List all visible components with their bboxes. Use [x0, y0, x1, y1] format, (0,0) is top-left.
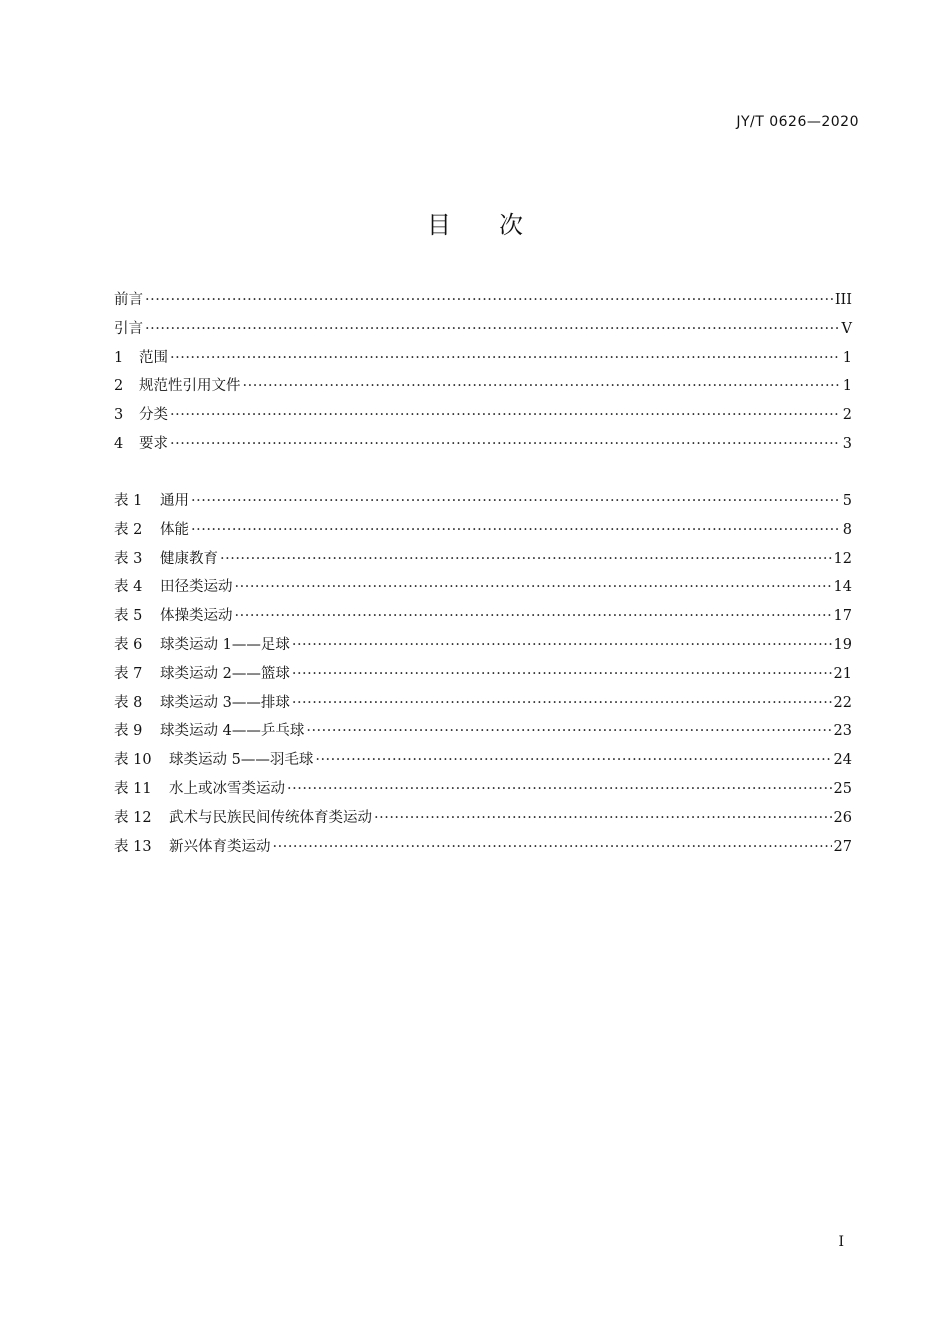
- toc-entry-page: 14: [833, 579, 852, 596]
- leader-dots: [243, 378, 841, 394]
- toc-entry-table[interactable]: [114, 748, 852, 777]
- toc-entry-table[interactable]: [114, 835, 852, 864]
- leader-dots: [235, 608, 832, 624]
- toc-entry-label: 新兴体育类运动: [169, 838, 271, 855]
- toc-entry-page: 21: [833, 665, 852, 682]
- toc-entry-table[interactable]: [114, 489, 852, 518]
- toc-sections: [114, 288, 852, 461]
- toc-entry-label: 球类运动 1——足球: [160, 636, 290, 653]
- toc-entry-page: 1: [842, 349, 852, 366]
- toc-entry-table[interactable]: [114, 604, 852, 633]
- toc-entry-label: 规范性引用文件: [139, 378, 241, 395]
- toc-entry-label: 田径类运动: [160, 579, 233, 596]
- toc-entry-page: 25: [833, 780, 852, 797]
- toc-entry-page: 17: [833, 608, 852, 625]
- toc-entry-page: 8: [842, 521, 852, 538]
- toc-entry-page: 23: [833, 723, 852, 740]
- toc-entry-label: 体能: [160, 521, 189, 538]
- toc-entry-table[interactable]: [114, 719, 852, 748]
- leader-dots: [292, 695, 832, 711]
- toc-entry-scope[interactable]: [114, 346, 852, 375]
- leader-dots: [170, 407, 840, 423]
- toc-entry-number: 表 10: [114, 752, 152, 769]
- document-code: JY/T 0626—2020: [736, 114, 859, 130]
- toc-entry-table[interactable]: [114, 518, 852, 547]
- toc-entry-page: 12: [833, 550, 852, 567]
- toc-entry-number: 4: [114, 435, 124, 452]
- toc-entry-label: 球类运动 5——羽毛球: [169, 752, 314, 769]
- toc-entry-number: 表 3: [114, 550, 143, 567]
- toc-entry-number: 3: [114, 407, 124, 424]
- title-char: 次: [499, 211, 523, 239]
- toc-entry-number: 表 12: [114, 809, 152, 826]
- toc-entry-number: 表 11: [114, 780, 152, 797]
- toc-entry-number: 2: [114, 378, 124, 395]
- leader-dots: [374, 810, 832, 826]
- toc-entry-page: III: [834, 292, 852, 308]
- toc-entry-number: 表 13: [114, 838, 152, 855]
- toc-entry-label: 前言: [114, 292, 143, 308]
- leader-dots: [170, 350, 840, 366]
- toc-entry-page: 5: [842, 493, 852, 509]
- leader-dots: [315, 752, 831, 768]
- leader-dots: [145, 292, 833, 308]
- toc-entry-label: 范围: [139, 349, 168, 366]
- toc-entry-normative-references[interactable]: [114, 374, 852, 403]
- toc-entry-number: 1: [114, 349, 124, 366]
- toc-entry-number: 表 7: [114, 665, 143, 682]
- toc-entry-label: 健康教育: [160, 550, 218, 567]
- leader-dots: [191, 493, 840, 509]
- toc-entry-label: 通用: [160, 493, 189, 509]
- toc-entry-label: 体操类运动: [160, 608, 233, 625]
- leader-dots: [287, 781, 832, 797]
- toc-entry-table[interactable]: [114, 777, 852, 806]
- toc-entry-label: 要求: [139, 435, 168, 452]
- toc-entry-number: 表 1: [114, 493, 143, 509]
- toc-tables: [114, 489, 852, 863]
- toc-entry-table[interactable]: [114, 575, 852, 604]
- toc-entry-table[interactable]: [114, 633, 852, 662]
- toc-entry-number: 表 2: [114, 521, 143, 538]
- toc-entry-introduction[interactable]: [114, 317, 852, 346]
- toc-entry-table[interactable]: [114, 806, 852, 835]
- toc-entry-label: 引言: [114, 320, 143, 337]
- toc-entry-page: V: [841, 320, 852, 337]
- toc-entry-label: 武术与民族民间传统体育类运动: [169, 809, 372, 826]
- leader-dots: [145, 321, 840, 337]
- toc-entry-label: 球类运动 3——排球: [160, 694, 290, 711]
- toc-entry-page: 3: [842, 435, 852, 452]
- toc-entry-label: 水上或冰雪类运动: [169, 780, 285, 797]
- toc-entry-label: 分类: [139, 407, 168, 424]
- page-number: I: [838, 1234, 844, 1250]
- toc-entry-page: 19: [833, 636, 852, 653]
- leader-dots: [273, 839, 832, 855]
- page-title: [0, 205, 950, 240]
- leader-dots: [292, 666, 832, 682]
- leader-dots: [191, 522, 840, 538]
- toc-entry-classification[interactable]: [114, 403, 852, 432]
- toc-entry-label: 球类运动 2——篮球: [160, 665, 290, 682]
- toc-entry-number: 表 9: [114, 723, 143, 740]
- leader-dots: [235, 579, 832, 595]
- leader-dots: [306, 723, 831, 739]
- toc-entry-number: 表 6: [114, 636, 143, 653]
- toc-entry-page: 22: [833, 694, 852, 711]
- leader-dots: [292, 637, 832, 653]
- toc-entry-table[interactable]: [114, 691, 852, 720]
- title-char: 目: [427, 211, 451, 239]
- toc-entry-number: 表 5: [114, 608, 143, 625]
- toc-entry-table[interactable]: [114, 662, 852, 691]
- toc-entry-number: 表 4: [114, 579, 143, 596]
- toc-entry-label: 球类运动 4——乒乓球: [160, 723, 305, 740]
- toc-entry-page: 27: [833, 838, 852, 855]
- toc-entry-requirements[interactable]: [114, 432, 852, 461]
- toc-entry-page: 1: [842, 378, 852, 395]
- leader-dots: [170, 436, 840, 452]
- toc-entry-page: 26: [833, 809, 852, 826]
- leader-dots: [220, 551, 832, 567]
- toc-entry-foreword[interactable]: [114, 288, 852, 317]
- toc-entry-table[interactable]: [114, 547, 852, 576]
- toc-entry-page: 24: [833, 752, 852, 769]
- toc-entry-number: 表 8: [114, 694, 143, 711]
- toc-entry-page: 2: [842, 407, 852, 424]
